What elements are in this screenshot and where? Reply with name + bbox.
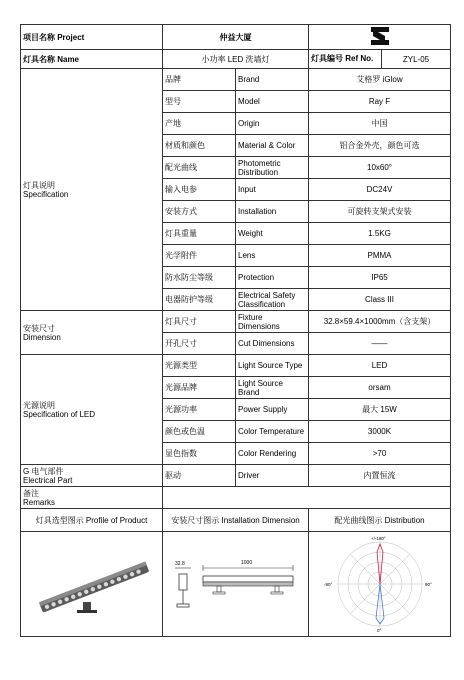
- row-en: Material & Color: [236, 135, 309, 157]
- polar-top-label: +/-180°: [371, 536, 386, 541]
- distribution-figure: [309, 532, 451, 637]
- polar-left-label: -90°: [324, 582, 333, 587]
- row-value: LED: [309, 355, 451, 377]
- group-electrical: G 电气部件 Electrical Part: [21, 465, 163, 487]
- row-cn: 颜色或色温: [163, 421, 236, 443]
- install-figure: [163, 532, 309, 637]
- figure-titles-row: [21, 509, 451, 532]
- row-en: Protection: [236, 267, 309, 289]
- row-value: IP65: [309, 267, 451, 289]
- row-cn: 灯具重量: [163, 223, 236, 245]
- row-cn: 驱动: [163, 465, 236, 487]
- ref-cell: [309, 50, 451, 69]
- table-row: [21, 355, 451, 377]
- fixture-name-label: 灯具名称 Name: [21, 50, 163, 69]
- installation-drawing: [165, 532, 309, 634]
- row-cn: 灯具尺寸: [163, 311, 236, 333]
- table-row: [21, 311, 451, 333]
- brand-logo-icon: [368, 25, 392, 47]
- project-label: 项目名称 Project: [21, 25, 163, 50]
- row-en: Photometric Distribution: [236, 157, 309, 179]
- row-en: Color Rendering: [236, 443, 309, 465]
- polar-right-label: 90°: [425, 582, 432, 587]
- remarks-value: [163, 487, 451, 509]
- project-value: 仲益大厦: [163, 25, 309, 50]
- row-value: 最大 15W: [309, 399, 451, 421]
- group-light-source: 光源说明 Specification of LED: [21, 355, 163, 465]
- row-value: 3000K: [309, 421, 451, 443]
- row-value: orsam: [309, 377, 451, 399]
- profile-figure: [21, 532, 163, 637]
- row-en: Origin: [236, 113, 309, 135]
- row-cn: 品牌: [163, 69, 236, 91]
- row-cn: 产地: [163, 113, 236, 135]
- row-value: 中国: [309, 113, 451, 135]
- row-en: Fixture Dimensions: [236, 311, 309, 333]
- row-value: Class III: [309, 289, 451, 311]
- row-en: Light Source Type: [236, 355, 309, 377]
- row-cn: 防水防尘等级: [163, 267, 236, 289]
- row-cn: 电器防护等级: [163, 289, 236, 311]
- row-value: PMMA: [309, 245, 451, 267]
- group-spec: 灯具说明 Specification: [21, 69, 163, 311]
- ref-value: ZYL-05: [402, 54, 430, 64]
- row-en: Input: [236, 179, 309, 201]
- row-value: 10x60°: [309, 157, 451, 179]
- row-value: 1.5KG: [309, 223, 451, 245]
- header-row-name: [21, 50, 451, 69]
- product-image: [23, 532, 161, 634]
- remarks-row: [21, 487, 451, 509]
- row-en: Weight: [236, 223, 309, 245]
- row-value: 内置恒流: [309, 465, 451, 487]
- row-cn: 材质和颜色: [163, 135, 236, 157]
- row-cn: 型号: [163, 91, 236, 113]
- polar-bottom-label: 0°: [377, 628, 382, 633]
- spec-sheet: [20, 24, 450, 654]
- row-value: >70: [309, 443, 451, 465]
- row-en: Electrical Safety Classification: [236, 289, 309, 311]
- dim-length-label: 1000: [241, 560, 253, 566]
- row-en: Installation: [236, 201, 309, 223]
- header-row-project: [21, 25, 451, 50]
- row-cn: 开孔尺寸: [163, 333, 236, 355]
- row-value: 艾格罗 iGlow: [309, 69, 451, 91]
- install-title: 安装尺寸图示 Installation Dimension: [163, 509, 309, 532]
- fixture-name-value: 小功率 LED 洗墙灯: [163, 50, 309, 69]
- group-remarks: 备注 Remarks: [21, 487, 163, 509]
- row-value: 32.8×59.4×1000mm（含支架）: [309, 311, 451, 333]
- profile-title: 灯具选型图示 Profile of Product: [21, 509, 163, 532]
- row-cn: 安装方式: [163, 201, 236, 223]
- row-value: DC24V: [309, 179, 451, 201]
- row-value: 铝合金外壳，颜色可选: [309, 135, 451, 157]
- ref-label: 灯具编号 Ref No.: [309, 50, 382, 68]
- row-value: ——: [309, 333, 451, 355]
- row-value: Ray F: [309, 91, 451, 113]
- row-cn: 显色指数: [163, 443, 236, 465]
- dim-height-label: 32.8: [175, 561, 185, 567]
- row-en: Power Supply: [236, 399, 309, 421]
- row-cn: 光学附件: [163, 245, 236, 267]
- group-dimension: 安装尺寸 Dimension: [21, 311, 163, 355]
- row-en: Brand: [236, 69, 309, 91]
- row-cn: 输入电参: [163, 179, 236, 201]
- figures-row: [21, 532, 451, 637]
- row-en: Lens: [236, 245, 309, 267]
- logo-cell: [309, 25, 451, 50]
- row-cn: 光源功率: [163, 399, 236, 421]
- table-row: [21, 465, 451, 487]
- row-en: Light Source Brand: [236, 377, 309, 399]
- spec-table: [20, 24, 451, 637]
- row-cn: 光源类型: [163, 355, 236, 377]
- row-en: Model: [236, 91, 309, 113]
- row-en: Driver: [236, 465, 309, 487]
- row-en: Color Temperature: [236, 421, 309, 443]
- row-cn: 配光曲线: [163, 157, 236, 179]
- row-cn: 光源品牌: [163, 377, 236, 399]
- row-value: 可旋转支架式安装: [309, 201, 451, 223]
- polar-distribution-diagram: [311, 532, 449, 634]
- distribution-title: 配光曲线图示 Distribution: [309, 509, 451, 532]
- table-row: [21, 69, 451, 91]
- row-en: Cut Dimensions: [236, 333, 309, 355]
